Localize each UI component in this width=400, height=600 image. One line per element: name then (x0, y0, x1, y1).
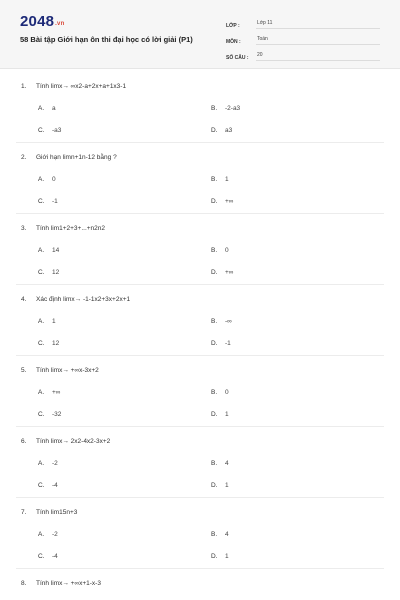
logo-main: 2048 (20, 13, 55, 30)
question-number: 1. (21, 83, 27, 90)
subject-value: Toán (256, 36, 380, 45)
option-letter: C. (38, 340, 45, 347)
option-d[interactable] (211, 553, 229, 560)
question-number: 8. (21, 580, 27, 587)
question-text: Tính limx→ ∞x2-a+2x+a+1x3-1 (36, 83, 127, 90)
option-text: -2 (52, 531, 58, 538)
question-number: 7. (21, 509, 27, 516)
option-c[interactable] (38, 269, 59, 276)
option-letter: A. (38, 105, 45, 112)
meta-row-count (226, 45, 380, 61)
option-text: 1 (225, 176, 229, 183)
option-a[interactable] (38, 531, 58, 538)
option-letter: D. (211, 198, 218, 205)
question-number: 4. (21, 296, 27, 303)
class-value: Lớp 11 (256, 20, 380, 29)
worksheet-meta (226, 13, 380, 61)
question-stem (21, 438, 110, 445)
option-a[interactable] (38, 105, 56, 112)
option-text: -a3 (52, 127, 62, 134)
question-divider (16, 355, 384, 356)
option-a[interactable] (38, 247, 59, 254)
question-number: 6. (21, 438, 27, 445)
option-d[interactable] (211, 482, 229, 489)
option-letter: B. (211, 389, 218, 396)
question-divider (16, 213, 384, 214)
option-text: 14 (52, 247, 60, 254)
option-text: +∞ (225, 269, 234, 276)
option-letter: A. (38, 460, 45, 467)
question-text: Giới hạn limn+1n-12 bằng ? (36, 154, 117, 161)
question-divider (16, 568, 384, 569)
option-letter: A. (38, 531, 45, 538)
option-text: a3 (225, 127, 233, 134)
option-text: 1 (225, 482, 229, 489)
question-stem (21, 296, 130, 303)
option-text: 0 (52, 176, 56, 183)
option-text: -∞ (225, 318, 232, 325)
option-letter: B. (211, 105, 218, 112)
option-letter: A. (38, 389, 45, 396)
option-letter: C. (38, 198, 45, 205)
question-stem (21, 367, 99, 374)
option-letter: B. (211, 460, 218, 467)
option-b[interactable] (211, 531, 229, 538)
question-text: Tính limx→ +∞x+1-x-3 (36, 580, 101, 587)
option-text: 12 (52, 269, 60, 276)
question-divider (16, 497, 384, 498)
option-text: 4 (225, 460, 229, 467)
question-divider (16, 426, 384, 427)
question-number: 5. (21, 367, 27, 374)
question-number: 2. (21, 154, 27, 161)
question-stem (21, 154, 117, 161)
option-b[interactable] (211, 176, 229, 183)
option-text: -32 (52, 411, 62, 418)
option-text: 1 (225, 411, 229, 418)
option-letter: D. (211, 269, 218, 276)
option-text: +∞ (52, 389, 61, 396)
option-letter: D. (211, 340, 218, 347)
option-d[interactable] (211, 269, 233, 276)
option-text: 1 (52, 318, 56, 325)
option-letter: D. (211, 553, 218, 560)
question-stem (21, 580, 101, 587)
option-c[interactable] (38, 553, 58, 560)
logo-suffix: .vn (55, 21, 65, 27)
question-text: Xác định limx→ -1-1x2+3x+2x+1 (36, 296, 131, 303)
option-text: -4 (52, 553, 58, 560)
option-c[interactable] (38, 198, 58, 205)
option-d[interactable] (211, 127, 232, 134)
option-a[interactable] (38, 318, 56, 325)
option-text: 4 (225, 531, 229, 538)
option-letter: C. (38, 269, 45, 276)
option-text: 12 (52, 340, 60, 347)
worksheet-title: 58 Bài tập Giới hạn ôn thi đại học có lời giải (P1) (20, 35, 193, 44)
question-text: Tính limx→ 2x2-4x2-3x+2 (36, 438, 111, 445)
subject-label: MÔN : (226, 39, 241, 45)
question-count-label: SỐ CÂU : (226, 55, 249, 61)
option-text: a (52, 105, 56, 112)
option-b[interactable] (211, 318, 232, 325)
option-text: -2 (52, 460, 58, 467)
option-text: 1 (225, 553, 229, 560)
option-letter: B. (211, 318, 218, 325)
option-a[interactable] (38, 176, 56, 183)
option-a[interactable] (38, 389, 60, 396)
class-label: LỚP : (226, 23, 240, 29)
question-divider (16, 284, 384, 285)
option-text: -1 (225, 340, 231, 347)
question-number: 3. (21, 225, 27, 232)
option-c[interactable] (38, 340, 59, 347)
option-text: -4 (52, 482, 58, 489)
option-text: 0 (225, 389, 229, 396)
option-letter: B. (211, 247, 218, 254)
option-c[interactable] (38, 127, 61, 134)
option-text: +∞ (225, 198, 234, 205)
question-stem (21, 225, 105, 232)
meta-row-class (226, 13, 380, 29)
question-count-value: 20 (256, 52, 380, 61)
option-a[interactable] (38, 460, 58, 467)
option-text: -1 (52, 198, 58, 205)
question-text: Tính limx→ +∞x-3x+2 (36, 367, 99, 374)
option-letter: B. (211, 176, 218, 183)
option-b[interactable] (211, 247, 229, 254)
question-stem (21, 509, 77, 516)
option-b[interactable] (211, 105, 240, 112)
option-letter: C. (38, 482, 45, 489)
option-letter: D. (211, 411, 218, 418)
option-letter: C. (38, 411, 45, 418)
worksheet-header (0, 0, 400, 69)
option-text: -2-a3 (225, 105, 241, 112)
option-text: 0 (225, 247, 229, 254)
meta-row-subject (226, 29, 380, 45)
option-letter: D. (211, 127, 218, 134)
site-logo[interactable] (20, 13, 64, 30)
question-stem (21, 83, 126, 90)
question-text: Tính lim15n+3 (36, 509, 78, 516)
question-text: Tính lim1+2+3+...+n2n2 (36, 225, 106, 232)
question-divider (16, 142, 384, 143)
option-c[interactable] (38, 482, 58, 489)
option-letter: B. (211, 531, 218, 538)
option-letter: C. (38, 127, 45, 134)
option-b[interactable] (211, 460, 229, 467)
option-letter: A. (38, 247, 45, 254)
option-d[interactable] (211, 411, 229, 418)
option-letter: C. (38, 553, 45, 560)
option-letter: A. (38, 176, 45, 183)
option-d[interactable] (211, 340, 231, 347)
option-c[interactable] (38, 411, 61, 418)
option-letter: A. (38, 318, 45, 325)
option-b[interactable] (211, 389, 229, 396)
option-d[interactable] (211, 198, 233, 205)
option-letter: D. (211, 482, 218, 489)
